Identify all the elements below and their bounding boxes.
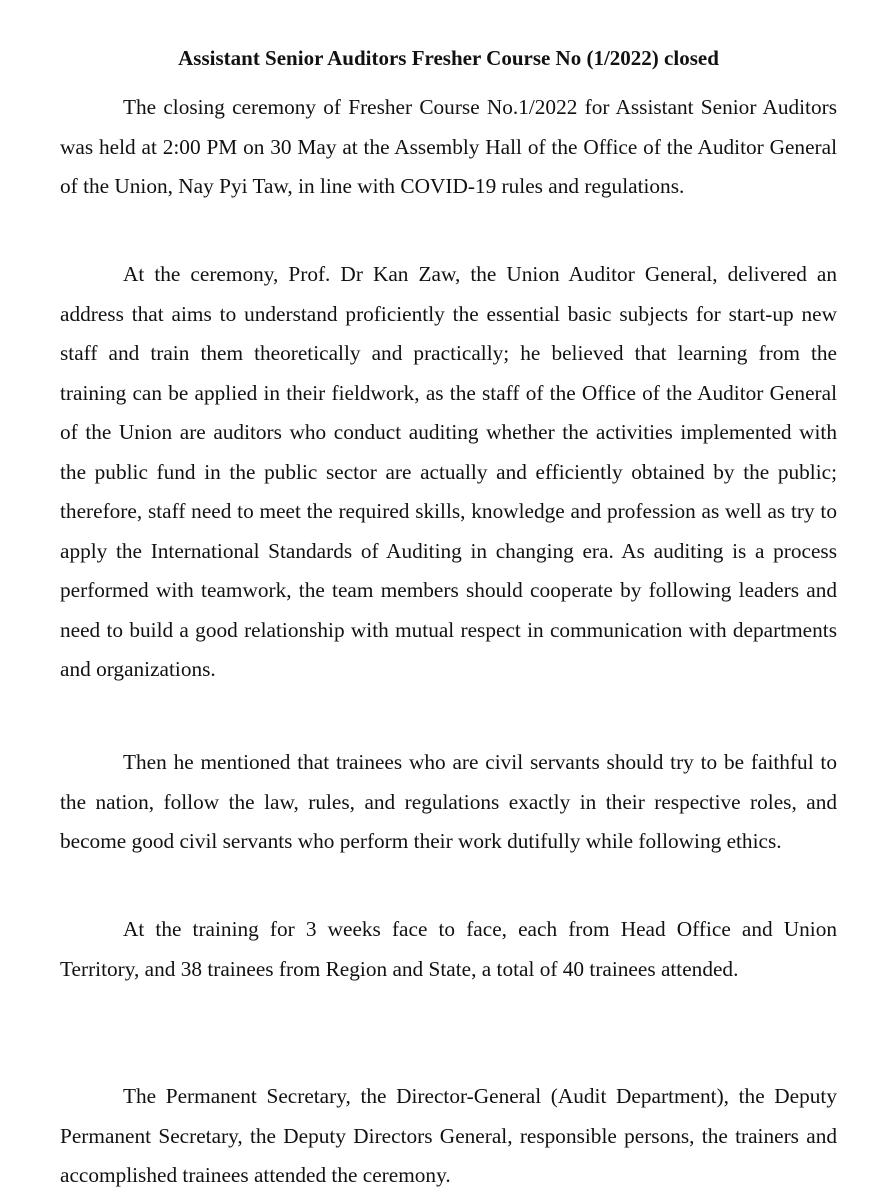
paragraph-trainees-attended: At the training for 3 weeks face to face, each from Head Office and Union Territory, and 38 trainees from Region and State, a total of 40 trainees attended. bbox=[60, 917, 837, 981]
paragraph-closing-ceremony: The closing ceremony of Fresher Course No.1/2022 for Assistant Senior Auditors was held at 2:00 PM on 30 May at the Assembly Hall of the Office of the Auditor General of the Union, Nay Pyi Taw, in line with COVID-19 rules and regulations. bbox=[60, 95, 837, 198]
document-title: Assistant Senior Auditors Fresher Course No (1/2022) closed bbox=[178, 46, 719, 70]
paragraph-civil-servants: Then he mentioned that trainees who are civil servants should try to be faithful to the nation, follow the law, rules, and regulations exactly in their respective roles, and become good civil servants who perform their work dutifully while following ethics. bbox=[60, 750, 837, 853]
paragraph-auditor-general-address: At the ceremony, Prof. Dr Kan Zaw, the Union Auditor General, delivered an address that aims to understand proficiently the essential basic subjects for start-up new staff and train them theoretically and practically; he believed that learning from the training can be applied in their fieldwork, as the staff of the Office of the Auditor General of the Union are auditors who conduct auditing whether the activities implemented with the public fund in the public sector are actually and efficiently obtained by the public; therefore, staff need to meet the required skills, knowledge and profession as well as try to apply the International Standards of Auditing in changing era. As auditing is a process performed with teamwork, the team members should cooperate by following leaders and need to build a good relationship with mutual respect in communication with departments and organizations. bbox=[60, 262, 837, 681]
paragraph-attendees: The Permanent Secretary, the Director-General (Audit Department), the Deputy Permanent Secretary, the Deputy Directors General, responsible persons, the trainers and accomplished trainees attended the ceremony. bbox=[60, 1084, 837, 1187]
